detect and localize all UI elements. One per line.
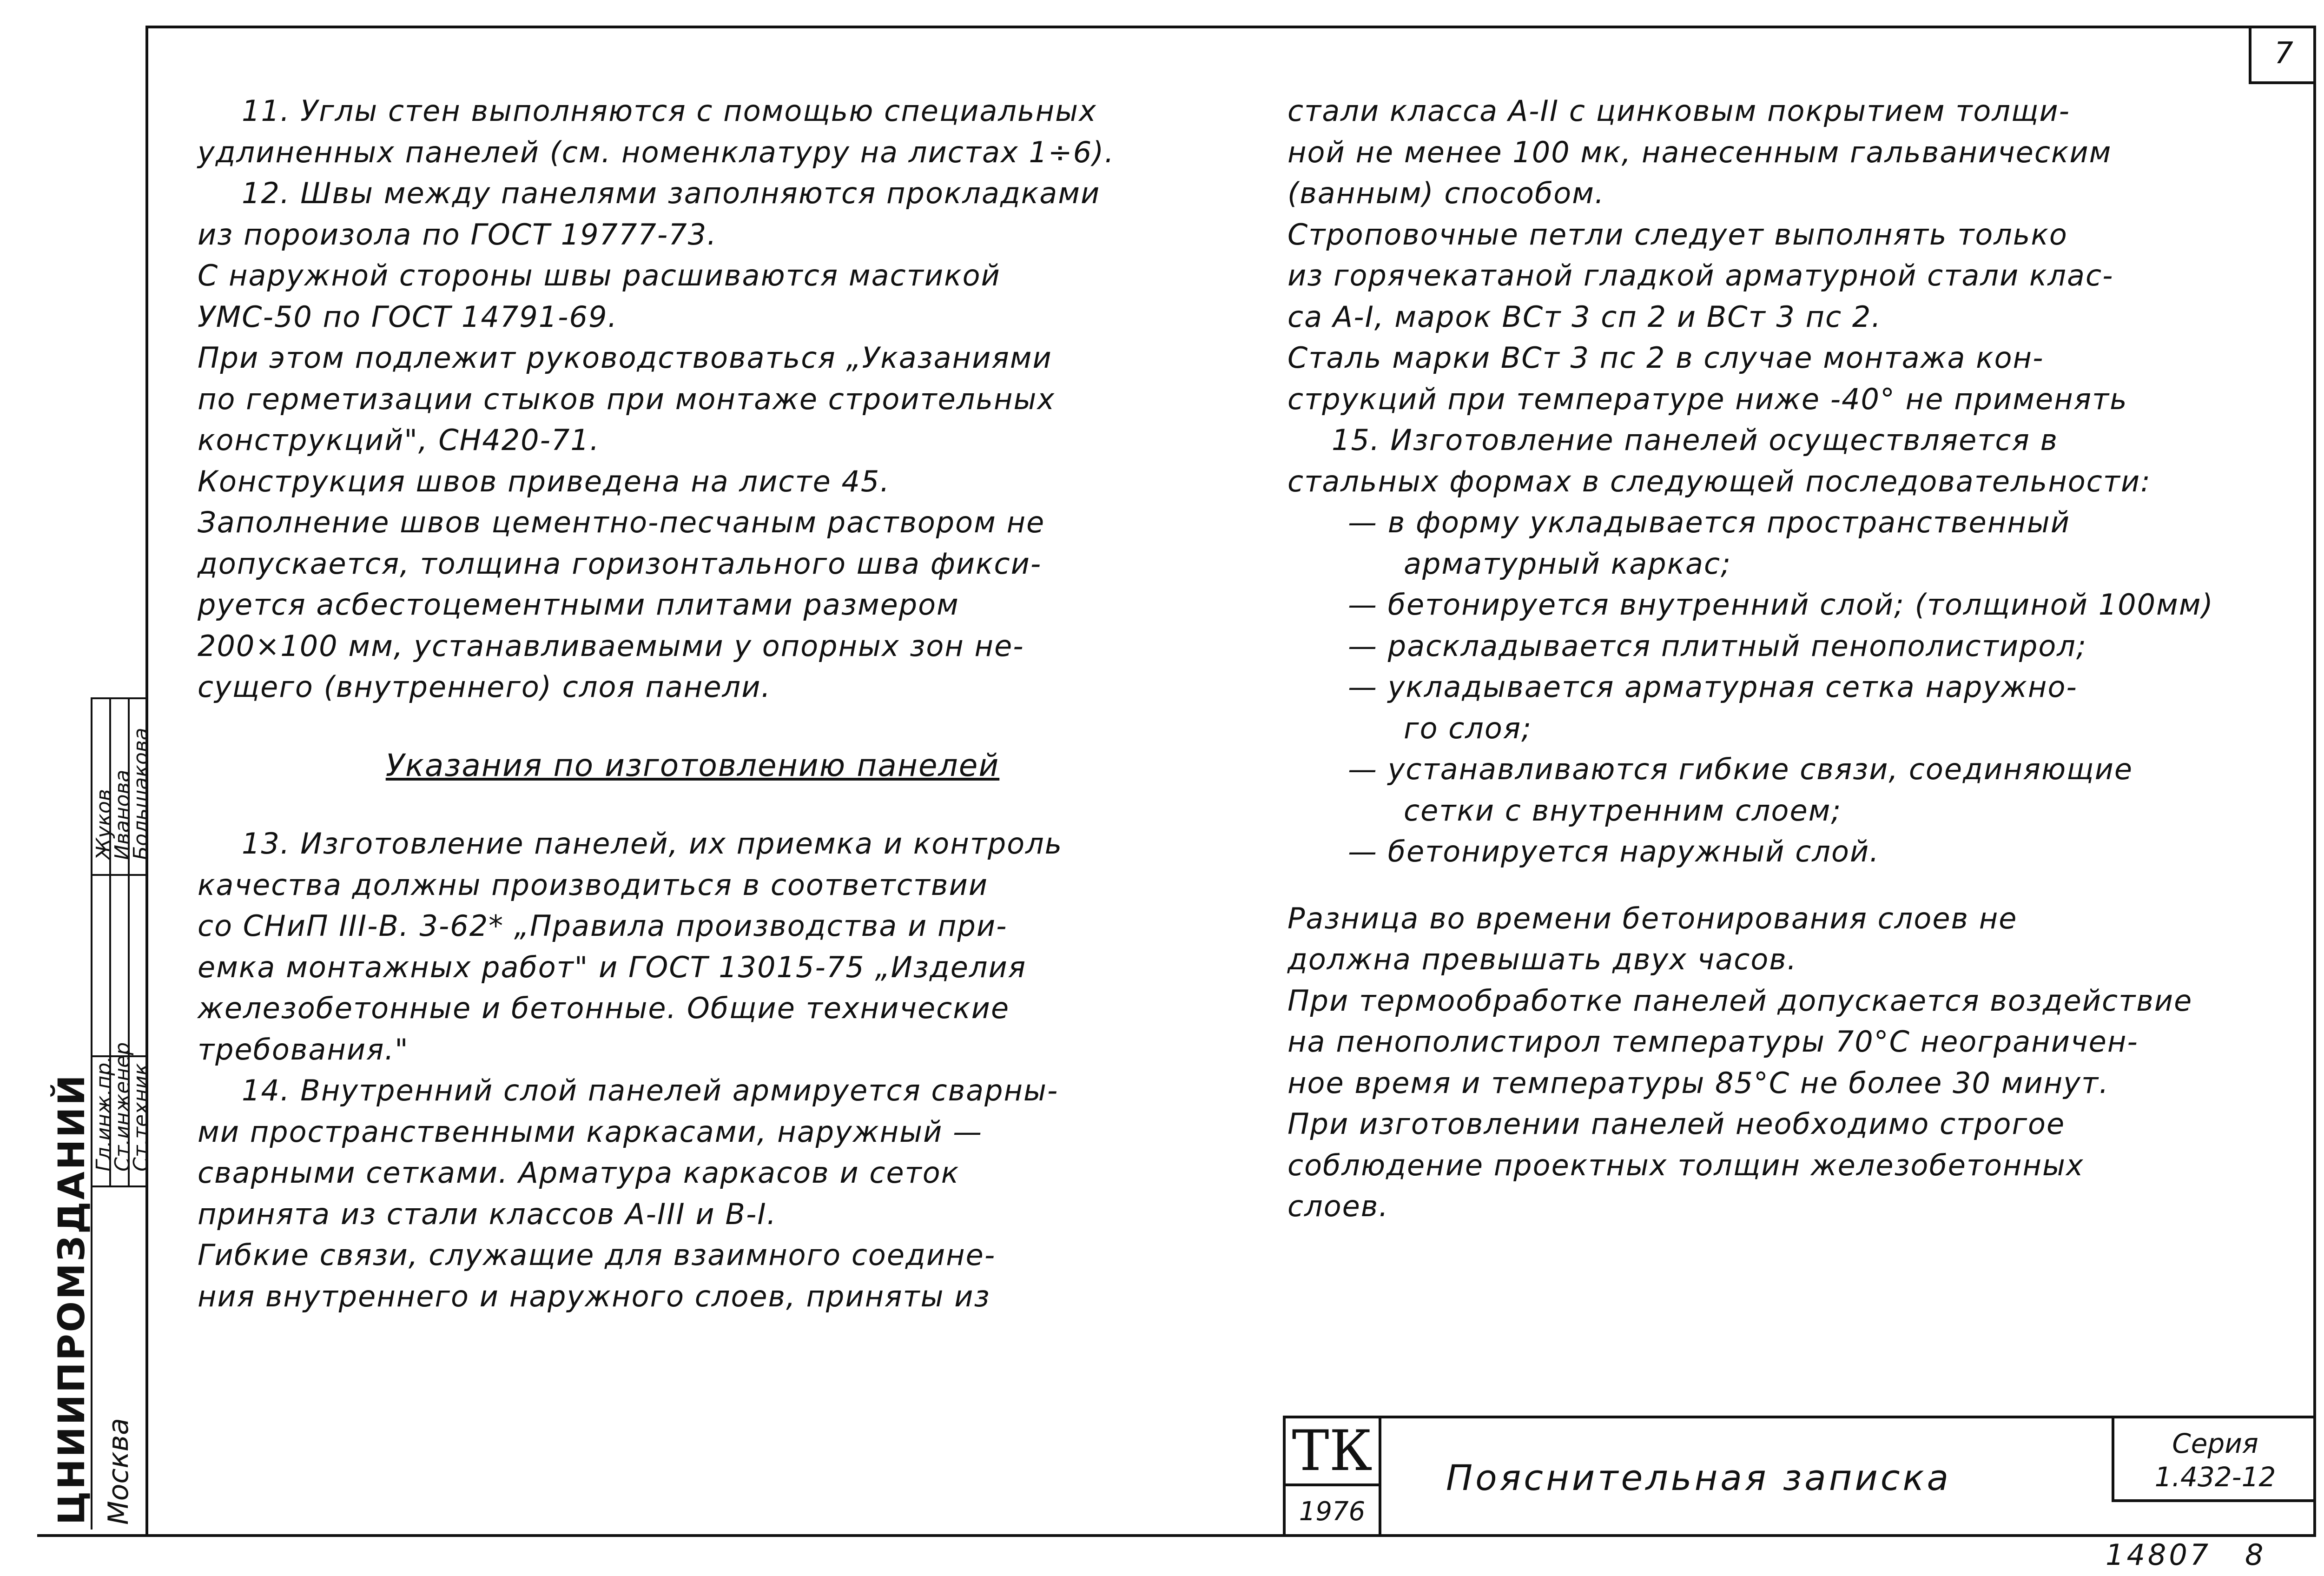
frame-right-border	[2313, 26, 2316, 1536]
title-block	[1283, 1416, 2316, 1537]
text-line: При этом подлежит руководствоваться „Указаниями	[198, 341, 1052, 375]
text-line: 200×100 мм, устанавливаемыми у опорных зон не-	[198, 629, 1024, 663]
text-line: 11. Углы стен выполняются с помощью специальных	[242, 94, 1097, 128]
text-line: ное время и температуры 85°С не более 30 минут.	[1287, 1066, 2109, 1100]
section-heading: Указания по изготовлению панелей	[385, 747, 1000, 783]
text-line: по герметизации стыков при монтаже строительных	[198, 382, 1056, 416]
text-line: — укладывается арматурная сетка наружно-	[1348, 670, 2078, 704]
text-line: са А-I, марок ВСт 3 сп 2 и ВСт 3 пс 2.	[1287, 299, 1882, 334]
text-line: железобетонные и бетонные. Общие технические	[198, 991, 1010, 1025]
title-block-year: 1976	[1286, 1486, 1381, 1537]
stamp-role-3: Ст.техник	[129, 1063, 153, 1172]
stamp-name-1: Жуков	[92, 789, 116, 860]
text-line: Конструкция швов приведена на листе 45.	[198, 464, 891, 498]
stamp-line-2	[109, 697, 111, 1185]
footer-doc-number: 14807	[2106, 1538, 2212, 1572]
left-paragraphs	[198, 91, 1188, 708]
stamp-role-1: Гл.инж.пр.	[92, 1056, 116, 1172]
stamp-name-3: Большакова	[129, 728, 153, 860]
series-label: Серия	[2172, 1428, 2258, 1459]
text-line: Сталь марки ВСт 3 пс 2 в случае монтажа кон-	[1287, 341, 2044, 375]
right-paragraphs	[1287, 91, 2310, 1227]
frame-top-border	[145, 26, 2316, 28]
series-value: 1.432-12	[2154, 1461, 2276, 1493]
text-line: слоев.	[1287, 1189, 1389, 1223]
text-line: должна превышать двух часов.	[1287, 942, 1797, 976]
text-line: качества должны производиться в соответствии	[198, 867, 989, 902]
text-line: При изготовлении панелей необходимо строгое	[1287, 1107, 2066, 1141]
stamp-line-6	[91, 874, 145, 876]
text-line: из горячекатаной гладкой арматурной стали клас-	[1287, 258, 2114, 292]
organization-name: ЦНИИПРОМЗДАНИЙ	[51, 1073, 93, 1525]
stamp-name-2: Иванова	[111, 769, 134, 860]
text-line: Разница во времени бетонирования слоев не	[1287, 901, 2018, 935]
text-line: емка монтажных работ" и ГОСТ 13015-75 „Изделия	[198, 950, 1027, 984]
text-line: ной не менее 100 мк, нанесенным гальваническим	[1287, 135, 2112, 169]
text-line	[1287, 873, 2310, 898]
text-line: — бетонируется наружный слой.	[1348, 834, 1880, 868]
left-column	[198, 91, 1188, 1317]
text-line: 12. Швы между панелями заполняются прокладками	[242, 176, 1101, 210]
text-line: 14. Внутренний слой панелей армируется сварны-	[242, 1073, 1059, 1107]
text-line: требования."	[198, 1032, 409, 1066]
stamp-line-4	[91, 1185, 145, 1187]
text-line: из пороизола по ГОСТ 19777-73.	[198, 217, 717, 252]
text-line: удлиненных панелей (см. номенклатуру на листах 1÷6).	[198, 135, 1115, 169]
text-line: со СНиП III-В. 3-62* „Правила производства и при-	[198, 909, 1008, 943]
footer-sheet-number: 8	[2245, 1538, 2264, 1572]
text-line: ми пространственными каркасами, наружный —	[198, 1114, 983, 1149]
text-line: — в форму укладывается пространственный	[1348, 505, 2071, 539]
text-line: стальных формах в следующей последовательности:	[1287, 464, 2152, 498]
stamp-line-3	[128, 697, 130, 1185]
text-line: 15. Изготовление панелей осуществляется в	[1332, 423, 2059, 457]
text-line: соблюдение проектных толщин железобетонных	[1287, 1148, 2084, 1182]
text-line: сварными сетками. Арматура каркасов и сеток	[198, 1156, 960, 1190]
text-line: Заполнение швов цементно-песчаным раствором не	[198, 505, 1045, 539]
right-column	[1287, 91, 2310, 1227]
text-line: конструкций", СН420-71.	[198, 423, 600, 457]
text-line: стали класса А-II с цинковым покрытием толщи-	[1287, 94, 2071, 128]
text-line: ния внутреннего и наружного слоев, приняты из	[198, 1279, 990, 1313]
text-line: струкций при температуре ниже -40° не применять	[1287, 382, 2128, 416]
stamp-line-5	[91, 1055, 145, 1057]
text-line: Строповочные петли следует выполнять только	[1287, 217, 2068, 252]
text-line: на пенополистирол температуры 70°С неограничен-	[1287, 1025, 2139, 1059]
stamp-role-2: Ст.инженер	[111, 1042, 134, 1172]
text-line: арматурный каркас;	[1404, 546, 1731, 581]
text-line: го слоя;	[1404, 711, 1532, 745]
text-line: 13. Изготовление панелей, их приемка и контроль	[242, 827, 1063, 861]
stamp-line-7	[91, 697, 145, 699]
stamp-line-1	[91, 697, 92, 1185]
text-line: Гибкие связи, служащие для взаимного соедине-	[198, 1238, 996, 1272]
title-block-title: Пояснительная записка	[1446, 1457, 1952, 1498]
text-line: При термообработке панелей допускается воздействие	[1287, 983, 2193, 1018]
text-line: УМС-50 по ГОСТ 14791-69.	[198, 299, 618, 334]
page-number: 7	[2249, 26, 2316, 84]
text-line: — бетонируется внутренний слой; (толщиной 100мм)	[1348, 588, 2214, 622]
text-line: допускается, толщина горизонтального шва фикси-	[198, 546, 1042, 581]
text-line: сущего (внутреннего) слоя панели.	[198, 670, 772, 704]
text-line: руется асбестоцементными плитами размером	[198, 588, 959, 622]
title-block-series	[2112, 1418, 2316, 1502]
text-line: (ванным) способом.	[1287, 176, 1605, 210]
text-line: — раскладывается плитный пенополистирол;	[1348, 629, 2087, 663]
text-line: сетки с внутренним слоем;	[1404, 793, 1842, 828]
organization-city: Москва	[102, 1418, 135, 1525]
text-line: принята из стали классов А-III и В-I.	[198, 1197, 777, 1231]
text-line: — устанавливаются гибкие связи, соединяющие	[1348, 752, 2133, 786]
text-line: С наружной стороны швы расшиваются мастикой	[198, 258, 1001, 292]
title-block-code: ТК	[1286, 1418, 1381, 1486]
left-paragraphs-2	[198, 823, 1188, 1317]
stamp-organization-cell	[46, 697, 92, 1530]
